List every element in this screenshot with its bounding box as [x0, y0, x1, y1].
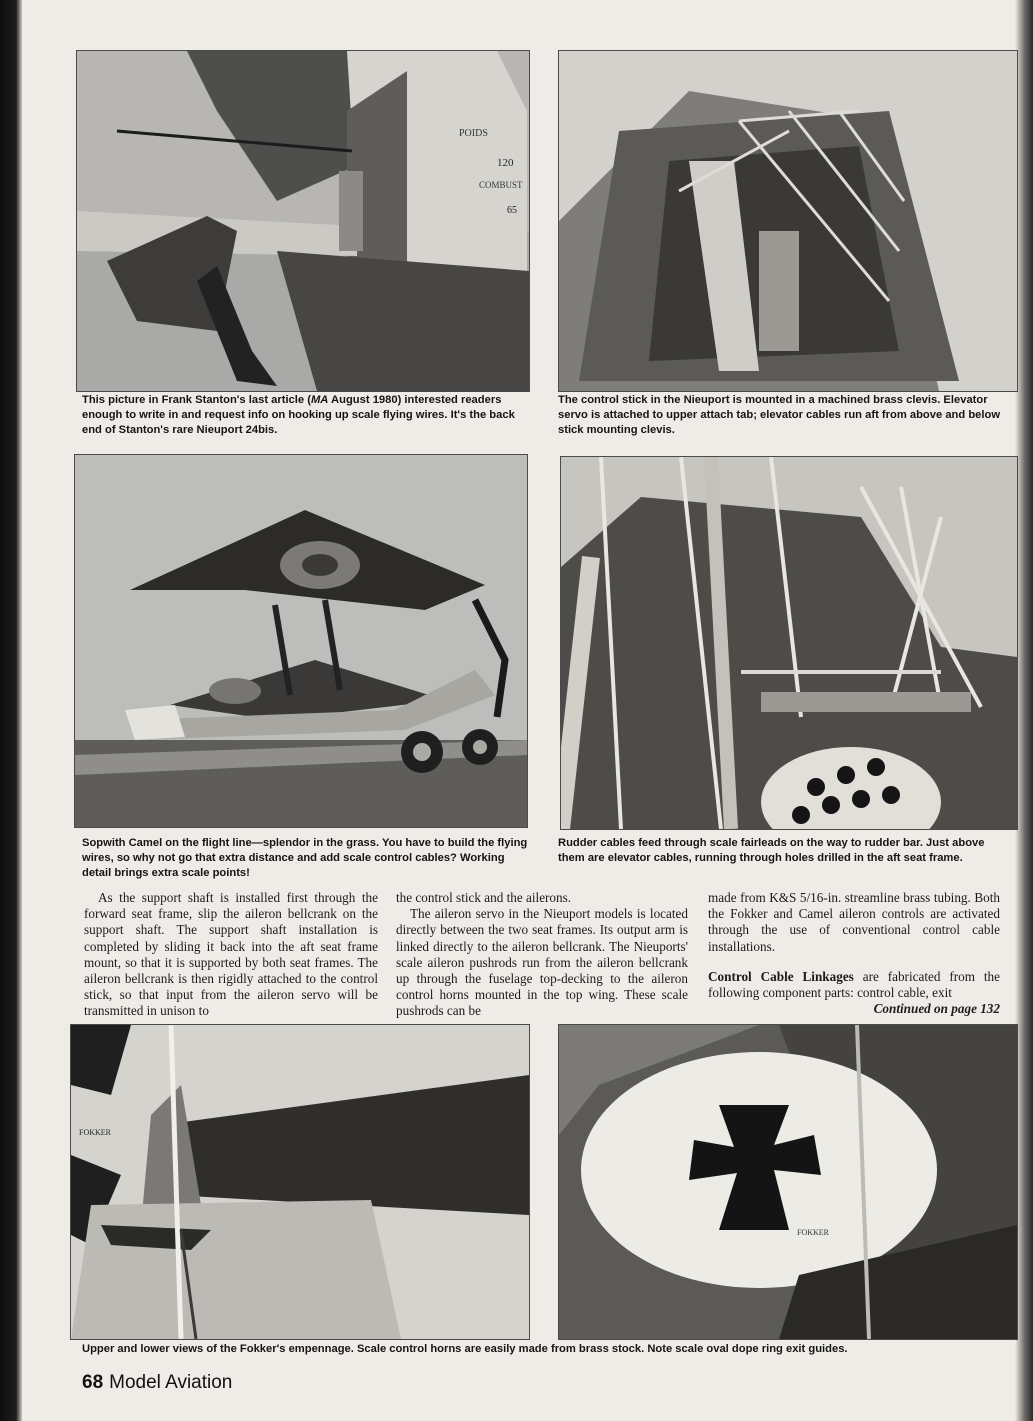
body-col3-paragraph-1: made from K&S 5/16-in. streamline brass tubing. Both the Fokker and Camel aileron controls are activated through the use of conventional control cable installations.: [708, 890, 1000, 954]
body-col1-paragraph: As the support shaft is installed first through the forward seat frame, slip the aileron bellcrank on the support shaft. The support shaft installation is completed by sliding it back into the aft seat frame mount, so that it is supported by both seat frames. The aileron bellcrank is then rigidly attached to the control stick, so that input from the aileron servo will be transmitted in unison to: [84, 890, 378, 1019]
stencil-combust: COMBUST: [479, 180, 523, 190]
photo-sopwith-camel: [74, 454, 528, 828]
caption-photo-2: The control stick in the Nieuport is mounted in a machined brass clevis. Elevator servo is attached to upper attach tab; elevator cables run aft from above and below stick mounting clevis.: [558, 394, 1001, 436]
body-column-2: [396, 890, 688, 1020]
photo-fokker-empennage-upper: [70, 1024, 530, 1340]
fokker-stencil-lower: FOKKER: [797, 1228, 830, 1237]
body-column-1: [84, 890, 378, 1020]
continued-line: Continued on page 132: [873, 1001, 1000, 1017]
stencil-weight: 120: [497, 157, 514, 169]
page-number: 68: [82, 1372, 104, 1393]
body-col3-paragraph-2: [708, 969, 1000, 1001]
photo-nieuport-cockpit: [558, 50, 1018, 392]
photo-nieuport-tail: [76, 50, 530, 392]
caption-photo-1-before: This picture in Frank Stanton's last article (: [82, 394, 311, 406]
photo-rudder-cables: [560, 456, 1018, 830]
page-binding-edge: [0, 0, 22, 1421]
body-col2-paragraph-2: The aileron servo in the Nieuport models is located directly between the two seat frames. Its output arm is linked directly to the aileron bellcrank. The Nieuports' scale aileron pushrods run from the aileron bellcrank up through the fuselage top-decking to the aileron control horns mounted in the top wing. These scale pushrods can be: [396, 906, 688, 1019]
magazine-name: Model Aviation: [109, 1372, 233, 1393]
body-col3-paragraph-2-text: are fabricated from the following component parts: control cable, exit: [708, 968, 1000, 1001]
caption-photo-1-italic: MA: [310, 394, 329, 406]
caption-photo-1: [82, 393, 528, 438]
stencil-poids: POIDS: [459, 128, 488, 139]
photo-fokker-empennage-lower: [558, 1024, 1018, 1340]
fokker-stencil-upper: FOKKER: [79, 1128, 112, 1137]
caption-bottom: Upper and lower views of the Fokker's empennage. Scale control horns are easily made from brass stock. Note scale oval dope ring exit guides.: [82, 1343, 848, 1355]
folio: [82, 1372, 232, 1394]
caption-photo-1-after: August 1980) interested readers enough to write in and request info on hooking up scale flying wires. It's the back end of Stanton's rare Nieuport 24bis.: [82, 394, 515, 436]
caption-photo-4: Rudder cables feed through scale fairleads on the way to rudder bar. Just above them are elevator cables, running through holes drilled in the aft seat frame.: [558, 837, 985, 864]
runin-heading: Control Cable Linkages: [708, 968, 854, 984]
caption-photo-3: Sopwith Camel on the flight line—splendor in the grass. You have to build the flying wires, so why not go that extra distance and add scale control cables? Working detail brings extra scale points!: [82, 837, 528, 879]
body-col2-paragraph-1: the control stick and the ailerons.: [396, 890, 572, 905]
stencil-fuel: 65: [507, 205, 517, 216]
body-column-3: [708, 890, 1000, 1017]
